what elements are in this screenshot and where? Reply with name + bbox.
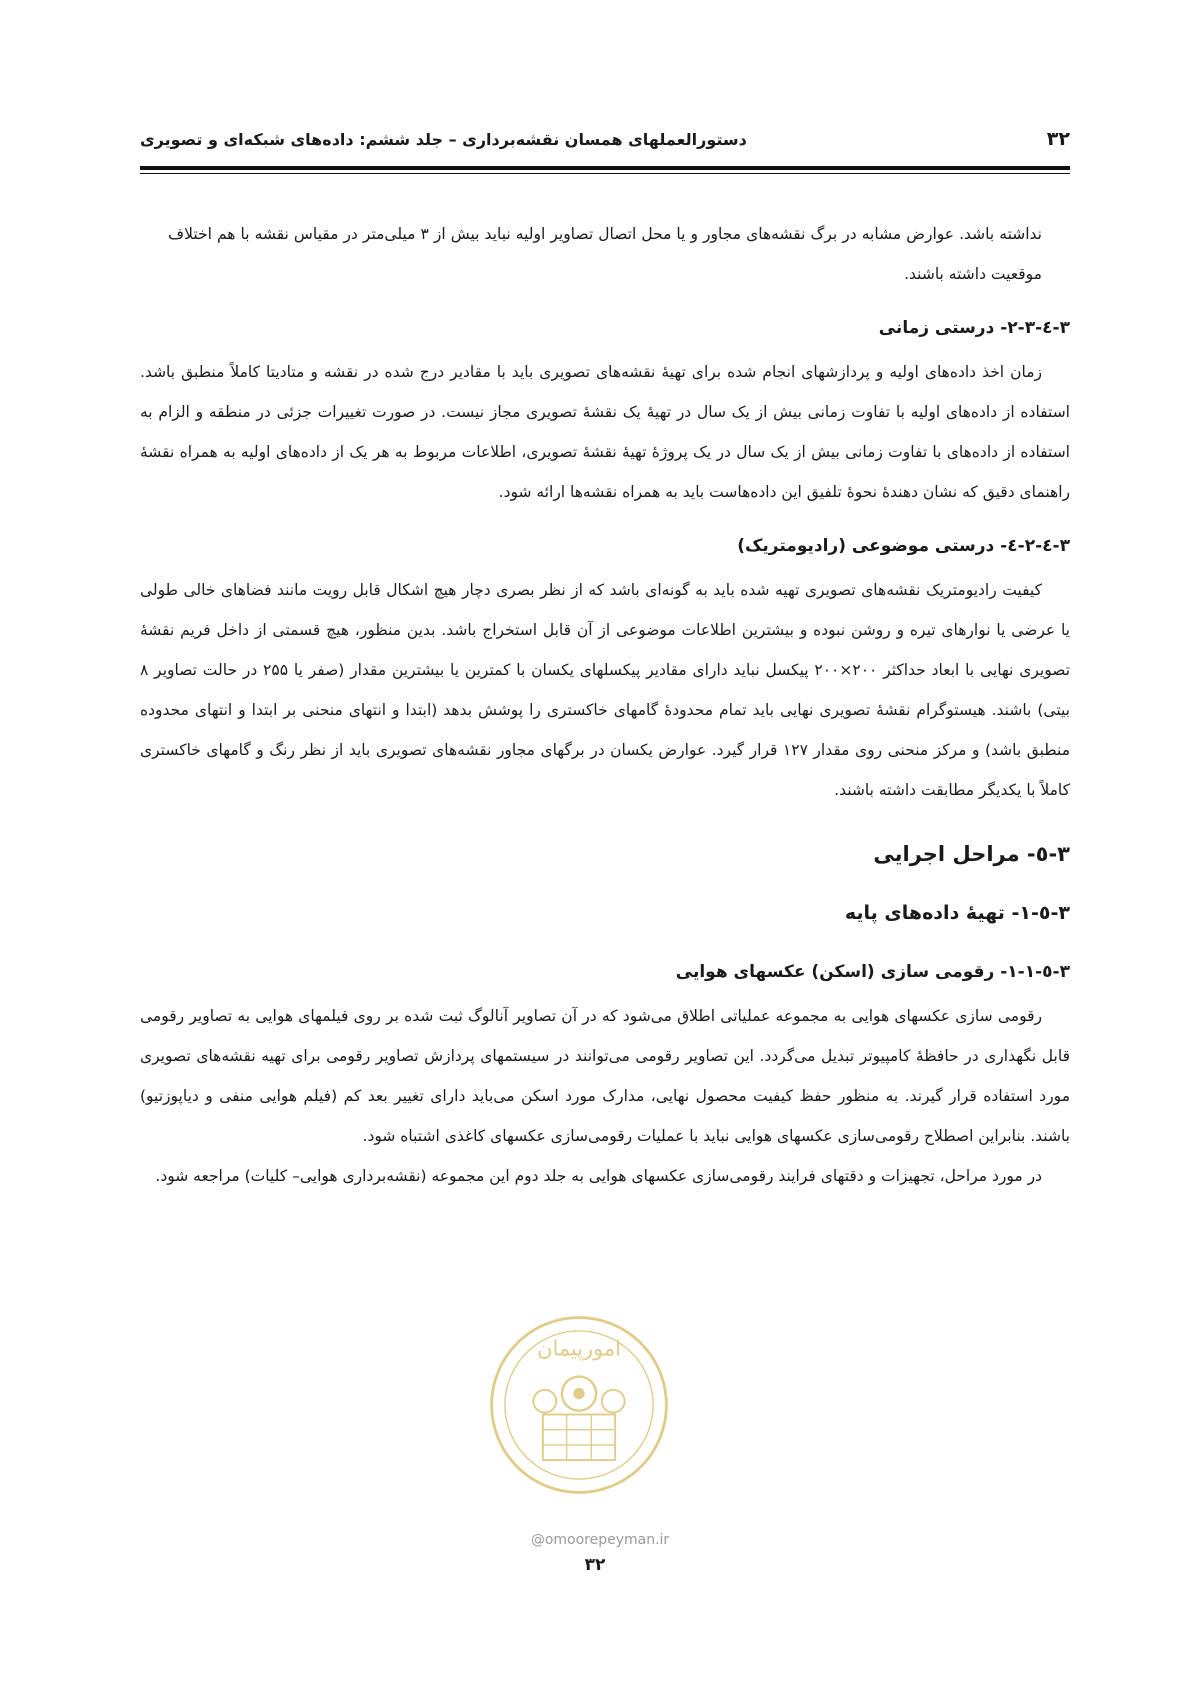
heading-temporal-accuracy: ۳-٤-۲-۳- درستی زمانی: [878, 318, 1070, 338]
heading-base-data-preparation: ۳-٥-۱- تهیهٔ داده‌های پایه: [844, 902, 1070, 924]
heading-radiometric-accuracy: ۳-٤-۲-٤- درستی موضوعی (رادیومتریک): [737, 536, 1070, 556]
paragraph-aerial-scanning-1: رقومی سازی عکسهای هوایی به مجموعه عملیاتی اطلاق می‌شود که در آن تصاویر آنالوگ ثبت شده بر روی فیلمهای هوایی به تصاویر رقومی قابل نگهداری در حافظهٔ کامپیوتر تبدیل می‌گردد. این تصاویر رقومی می‌توانند در سیستمهای پردازش تصاویر رقومی برای تهیه نقشه‌های تصویری مورد استفاده قرار گیرند. به منظور حفظ کیفیت محصول نهایی، مدارک مورد اسکن می‌باید دارای تغییر بعد کم (فیلم هوایی منفی و دیاپوزتیو) باشند. بنابراین اصطلاح رقومی‌سازی عکسهای هوایی نباید با عملیات رقومی‌سازی عکسهای کاغذی اشتباه شود.: [140, 1007, 1070, 1145]
header-rule-thin: [140, 173, 1070, 174]
seal-building-icon: [543, 1415, 615, 1461]
heading-execution-stages: ۳-٥- مراحل اجرایی: [873, 842, 1070, 866]
intro-paragraph: نداشته باشد. عوارض مشابه در برگ نقشه‌های مجاور و یا محل اتصال تصاویر اولیه نباید بیش از ۳ میلی‌متر در مقیاس نقشه با هم اختلاف موقعیت داشته باشند.: [168, 225, 1042, 283]
seal-scale-icon: [533, 1390, 556, 1413]
header-rule-thick: [140, 166, 1070, 170]
watermark-seal: [484, 1310, 674, 1500]
paragraph-temporal-accuracy: زمان اخذ داده‌های اولیه و پردازشهای انجام شده برای تهیهٔ نقشه‌های تصویری باید با مقادیر درج شده در نقشه و متادیتا کاملاً منطبق باشد. استفاده از داده‌های اولیه با تفاوت زمانی بیش از یک سال در تهیهٔ یک نقشهٔ تصویری مجاز نیست. در صورت تغییرات جزئی در منطقه و الزام به استفاده از داده‌های با تفاوت زمانی بیش از یک سال در یک پروژهٔ تهیهٔ نقشهٔ تصویری، اطلاعات مربوط به هر یک از داده‌های اولیه به همراه نقشهٔ راهنمای دقیق که نشان دهندهٔ نحوهٔ تلفیق این داده‌هاست باید به همراه نقشه‌ها ارائه شود.: [140, 363, 1070, 501]
page-body: [140, 214, 1070, 1196]
page-header: [140, 118, 1070, 158]
header-title: دستورالعملهای همسان نقشه‌برداری – جلد ششم: داده‌های شبکه‌ای و تصویری: [140, 130, 747, 149]
watermark-url: @omoorepeyman.ir: [530, 1532, 670, 1548]
seal-tools-icon: [602, 1390, 625, 1413]
paragraph-aerial-scanning-2: در مورد مراحل، تجهیزات و دقتهای فرایند رقومی‌سازی عکسهای هوایی به جلد دوم این مجموعه (نقشه‌برداری هوایی– کلیات) مراجعه شود.: [155, 1167, 1042, 1185]
heading-aerial-photo-scanning: ۳-٥-۱-۱- رقومی سازی (اسکن) عکسهای هوایی: [675, 962, 1070, 982]
seal-logo-text: امورپیمان: [537, 1336, 621, 1361]
footer-page-number: ۳۲: [584, 1555, 606, 1575]
paragraph-radiometric-accuracy: کیفیت رادیومتریک نقشه‌های تصویری تهیه شده باید به گونه‌ای باشد که از نظر بصری دچار هیچ اشکال قابل رویت مانند فضاهای خالی طولی یا عرضی یا نوارهای تیره و روشن نبوده و بیشترین اطلاعات موضوعی از آن قابل استخراج باشد. بدین منظور، هیچ قسمتی از داخل فریم نقشهٔ تصویری نهایی با ابعاد حداکثر ۲۰۰×۲۰۰ پیکسل نباید دارای مقادیر پیکسلهای یکسان با کمترین یا بیشترین مقدار (صفر یا ۲۵۵ در حالت تصاویر ۸ بیتی) باشند. هیستوگرام نقشهٔ تصویری نهایی باید تمام محدودهٔ گامهای خاکستری را پوشش بدهد (ابتدا و انتهای منحنی بر ابتدا و انتهای محدوده منطبق باشد) و مرکز منحنی روی مقدار ۱۲۷ قرار گیرد. عوارض یکسان در برگهای مجاور نقشه‌های تصویری باید از نظر رنگ و گامهای خاکستری کاملاً با یکدیگر مطابقت داشته باشند.: [140, 581, 1071, 799]
header-page-number: ۳۲: [1046, 128, 1070, 150]
